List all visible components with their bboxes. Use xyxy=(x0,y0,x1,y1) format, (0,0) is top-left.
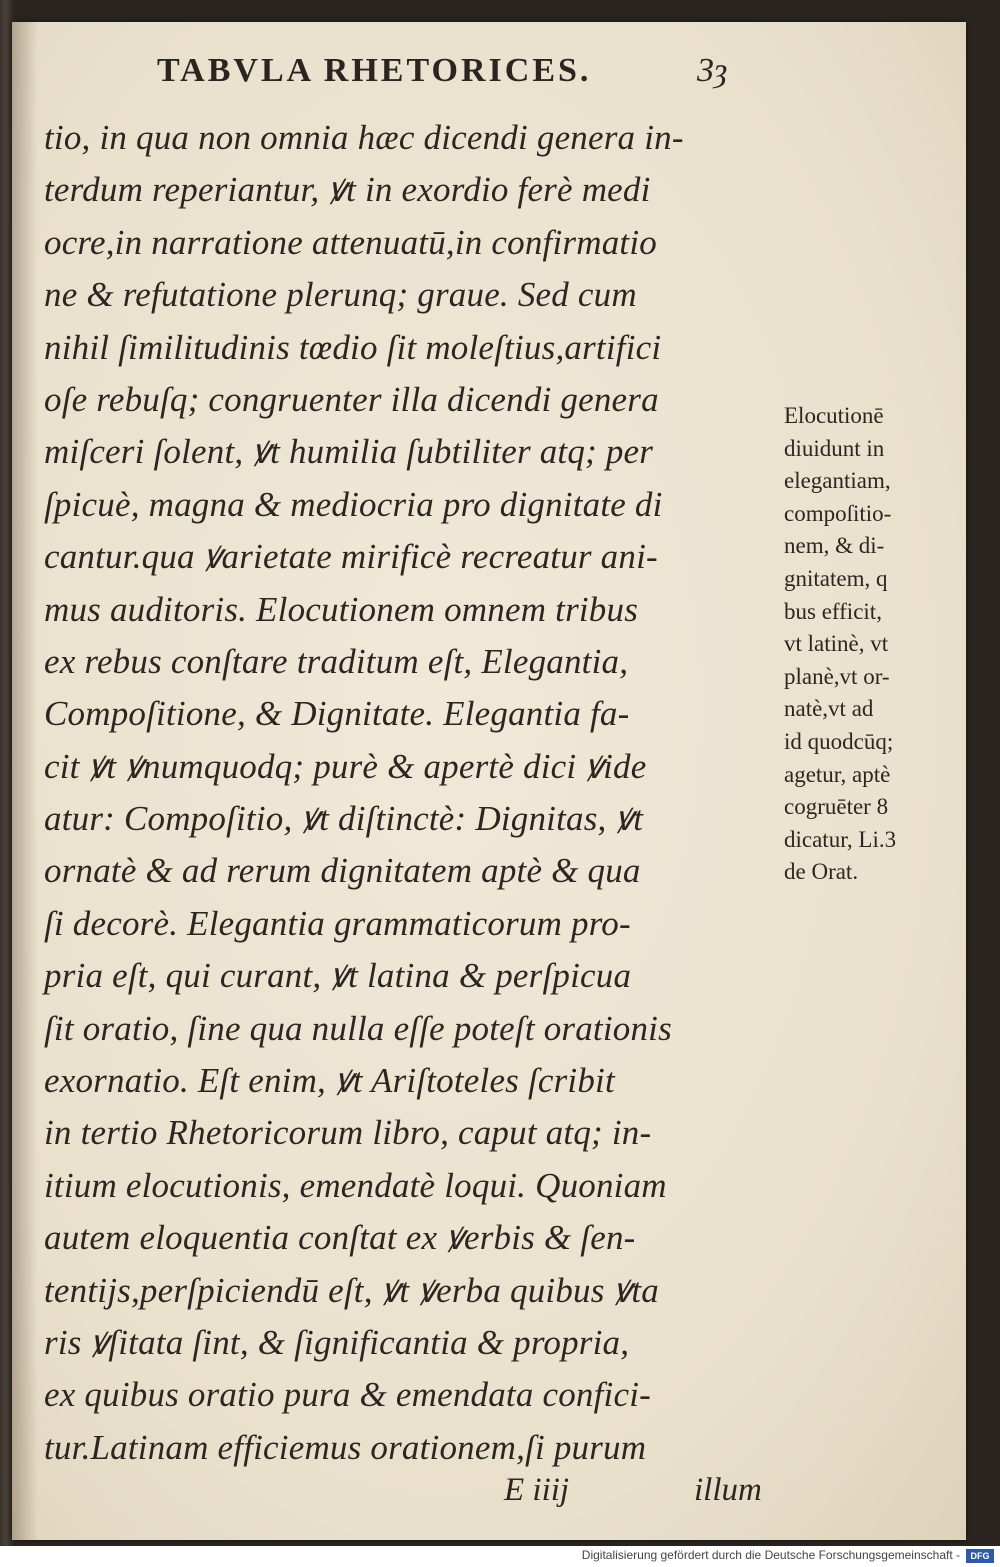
main-text-block xyxy=(44,112,784,1474)
book-page xyxy=(12,22,966,1540)
margin-note-line: de Orat. xyxy=(784,859,859,885)
margin-note-line: bus efficit, xyxy=(784,598,882,624)
running-header xyxy=(157,52,757,102)
text-line: pria eſt, qui curant, ꝟt latina & perſpicua xyxy=(44,956,632,996)
margin-note-line: nem, & di- xyxy=(784,533,885,559)
text-line: ex quibus oratio pura & emendata confici- xyxy=(44,1375,651,1415)
margin-note-line: gnitatem, q xyxy=(784,565,888,591)
running-title: TABVLA RHETORICES. xyxy=(157,52,592,89)
text-line: tur.Latinam efficiemus orationem,ſi purum xyxy=(44,1427,647,1467)
margin-note-line: compoſitio- xyxy=(784,500,892,526)
text-line: tentijs,perſpiciendū eſt, ꝟt ꝟerba quibus ꝟta xyxy=(44,1270,659,1310)
margin-note-line: cogruēter 8 xyxy=(784,794,889,820)
text-line: cantur.qua ꝟarietate mirificè recreatur ani- xyxy=(44,537,658,577)
text-line: tio, in qua non omnia hæc dicendi genera in- xyxy=(44,118,684,157)
text-line: oſe rebuſq; congruenter illa dicendi genera xyxy=(44,379,659,419)
digitization-footer xyxy=(0,1546,1000,1567)
margin-note-line: id quodcūq; xyxy=(784,728,894,754)
text-line: terdum reperiantur, ꝟt in exordio ferè medi xyxy=(44,170,651,210)
footer-credit-text: Digitalisierung gefördert durch die Deutsche Forschungsgemeinschaft - xyxy=(581,1548,960,1562)
text-line: ſit oratio, ſine qua nulla eſſe poteſt orationis xyxy=(44,1008,672,1048)
text-line: nihil ſimilitudinis tœdio ſit moleſtius,artifici xyxy=(44,327,662,367)
text-line: miſceri ſolent, ꝟt humilia ſubtiliter atq; per xyxy=(44,432,654,472)
text-line: exornatio. Eſt enim, ꝟt Ariſtoteles ſcribit xyxy=(44,1061,615,1101)
margin-note-line: vt latinè, vt xyxy=(784,631,889,657)
text-line: in tertio Rhetoricorum libro, caput atq; in- xyxy=(44,1113,652,1153)
spine-shadow xyxy=(12,22,38,1540)
folio-number: 3ȝ xyxy=(697,52,728,89)
margin-note-line: diuidunt in xyxy=(784,435,885,461)
margin-note-line: agetur, aptè xyxy=(784,761,891,787)
text-line: cit ꝟt ꝟnumquodq; purè & apertè dici ꝟide xyxy=(44,746,647,786)
catchline xyxy=(44,1472,784,1522)
dfg-logo: DFG xyxy=(966,1549,994,1563)
text-line: ſi decorè. Elegantia grammaticorum pro- xyxy=(44,903,631,943)
text-line: Compoſitione, & Dignitate. Elegantia fa- xyxy=(44,694,630,734)
text-line: ris ꝟſitata ſint, & ſignificantia & propria, xyxy=(44,1322,630,1362)
text-line: ne & refutatione plerunq; graue. Sed cum xyxy=(44,275,637,315)
margin-note-line: elegantiam, xyxy=(784,468,891,494)
text-line: ex rebus conſtare traditum eſt, Elegantia, xyxy=(44,641,629,681)
text-line: autem eloquentia conſtat ex ꝟerbis & ſen- xyxy=(44,1218,636,1258)
marginal-note xyxy=(784,400,964,889)
margin-note-line: dicatur, Li.3 xyxy=(784,826,897,852)
margin-note-line: natè,vt ad xyxy=(784,696,874,722)
margin-note-line: Elocutionē xyxy=(784,403,884,428)
text-line: itium elocutionis, emendatè loqui. Quoniam xyxy=(44,1165,667,1205)
text-line: atur: Compoſitio, ꝟt diſtinctè: Dignitas, ꝟt xyxy=(44,799,644,839)
margin-note-line: planè,vt or- xyxy=(784,663,890,689)
text-line: mus auditoris. Elocutionem omnem tribus xyxy=(44,589,639,629)
signature-mark: E iiij xyxy=(504,1472,570,1508)
text-line: ſpicuè, magna & mediocria pro dignitate di xyxy=(44,484,663,524)
text-line: ornatè & ad rerum dignitatem aptè & qua xyxy=(44,851,641,891)
text-line: ocre,in narratione attenuatū,in confirmatio xyxy=(44,222,657,262)
catchword: illum xyxy=(694,1472,762,1508)
